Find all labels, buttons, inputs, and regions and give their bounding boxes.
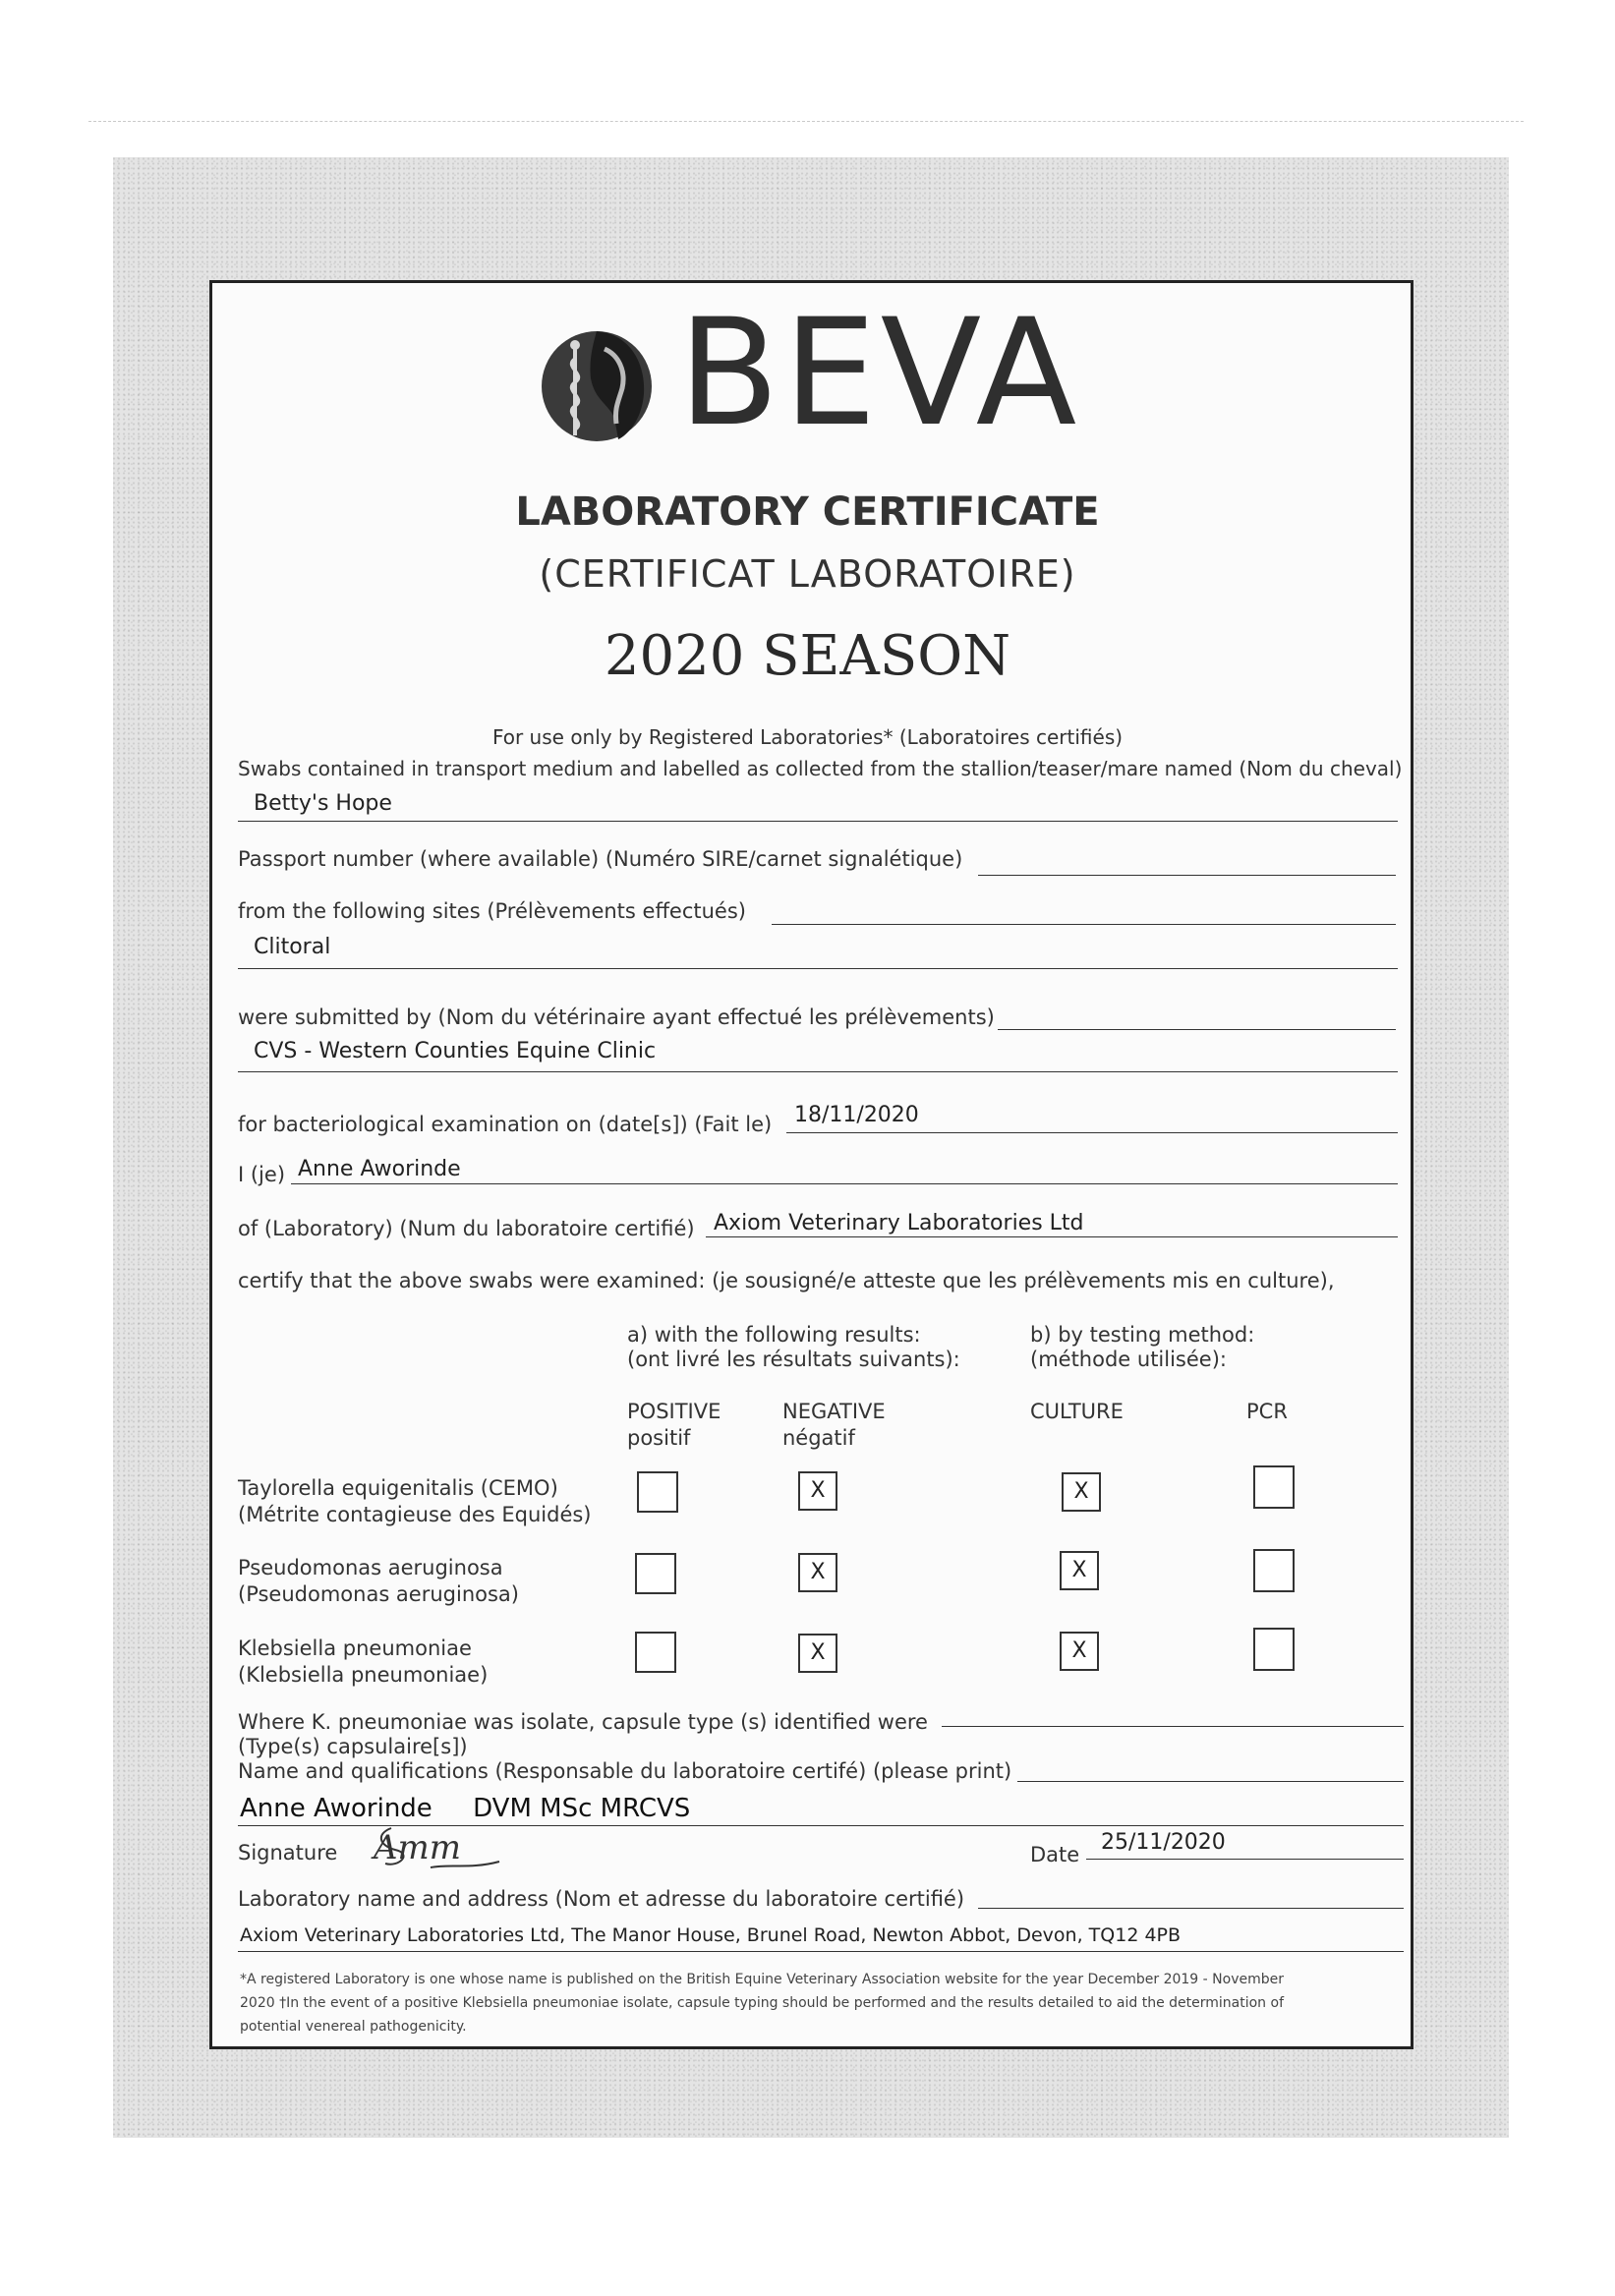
beva-horse-caduceus-icon (536, 310, 654, 457)
laboratory-label: of (Laboratory) (Num du laboratoire certifié) (238, 1217, 695, 1240)
sites-value: Clitoral (254, 935, 331, 959)
intro-line-2: Swabs contained in transport medium and labelled as collected from the stallion/teaser/mare named (Nom du cheval) (238, 757, 1403, 780)
organism-name-fr: (Klebsiella pneumoniae) (238, 1663, 489, 1687)
qualifications-line-1 (1017, 1781, 1404, 1782)
footnote-line-3: potential venereal pathogenicity. (240, 2019, 467, 2035)
checkbox-culture[interactable]: X (1060, 1632, 1099, 1671)
organism-name: Taylorella equigenitalis (CEMO) (238, 1476, 558, 1500)
horse-name-value: Betty's Hope (254, 791, 392, 816)
capsule-type-label: Where K. pneumoniae was isolate, capsule type (s) identified were (238, 1710, 928, 1734)
signature-stroke (372, 1820, 519, 1889)
examiner-line (291, 1183, 1398, 1184)
checkbox-culture[interactable]: X (1062, 1472, 1101, 1512)
exam-date-label: for bacteriological examination on (date[s]) (Fait le) (238, 1113, 773, 1136)
organism-name: Pseudomonas aeruginosa (238, 1556, 503, 1579)
certify-statement: certify that the above swabs were examined: (je sousigné/e atteste que les prélèvements mis en culture), (238, 1269, 1335, 1292)
capsule-type-line (942, 1726, 1404, 1727)
laboratory-line (706, 1236, 1398, 1237)
signature-mark: Amm (374, 1828, 462, 1867)
qualifications-value: Anne Aworinde DVM MSc MRCVS (240, 1794, 691, 1823)
examiner-value: Anne Aworinde (298, 1157, 461, 1181)
results-group-a-line-1: a) with the following results: (627, 1323, 921, 1347)
results-group-b-line-2: (méthode utilisée): (1030, 1348, 1227, 1371)
footnote-line-1: *A registered Laboratory is one whose name is published on the British Equine Veterinary Association website for the year December 2019 - November (240, 1972, 1284, 1987)
results-group-b-line-1: b) by testing method: (1030, 1323, 1255, 1347)
organism-name-fr: (Métrite contagieuse des Equidés) (238, 1503, 592, 1526)
lab-address-value: Axiom Veterinary Laboratories Ltd, The Manor House, Brunel Road, Newton Abbot, Devon, TQ12 4PB (240, 1924, 1182, 1946)
horse-name-line (238, 821, 1398, 822)
checkbox-negative[interactable]: X (798, 1553, 837, 1592)
laboratory-value: Axiom Veterinary Laboratories Ltd (714, 1211, 1084, 1235)
checkbox-pcr[interactable] (1253, 1628, 1295, 1671)
submitted-line-1 (998, 1029, 1396, 1030)
capsule-type-label-fr: (Type(s) capsulaire[s]) (238, 1735, 468, 1758)
footnote-line-2: 2020 †In the event of a positive Klebsiella pneumoniae isolate, capsule typing should be performed and the results detailed to aid the determination of (240, 1995, 1284, 2011)
season-heading: 2020 SEASON (604, 624, 1011, 688)
column-negative: NEGATIVE (782, 1400, 886, 1423)
lab-address-label: Laboratory name and address (Nom et adresse du laboratoire certifié) (238, 1887, 965, 1911)
column-pcr: PCR (1246, 1400, 1288, 1423)
checkbox-pcr[interactable] (1253, 1465, 1295, 1509)
brand-wordmark: BEVA (678, 288, 1081, 459)
lab-address-line-2 (238, 1951, 1404, 1952)
scan-edge-line (88, 121, 1524, 122)
date-label: Date (1030, 1843, 1080, 1866)
lab-address-line-1 (978, 1908, 1404, 1909)
checkbox-positive[interactable] (635, 1553, 676, 1594)
date-line (1086, 1859, 1404, 1860)
passport-label: Passport number (where available) (Numéro SIRE/carnet signalétique) (238, 847, 963, 871)
passport-line (978, 875, 1396, 876)
exam-date-line (786, 1132, 1398, 1133)
certificate-title: LABORATORY CERTIFICATE (515, 489, 1100, 535)
column-culture: CULTURE (1030, 1400, 1124, 1423)
column-positive-fr: positif (627, 1426, 691, 1450)
results-group-a-line-2: (ont livré les résultats suivants): (627, 1348, 960, 1371)
signature-date-value: 25/11/2020 (1101, 1830, 1226, 1855)
intro-line-1: For use only by Registered Laboratories* (Laboratoires certifiés) (491, 725, 1124, 749)
certificate-title-fr: (CERTIFICAT LABORATOIRE) (539, 552, 1076, 596)
checkbox-pcr[interactable] (1253, 1549, 1295, 1592)
sites-line-1 (772, 924, 1396, 925)
column-positive: POSITIVE (627, 1400, 721, 1423)
exam-date-value: 18/11/2020 (794, 1103, 919, 1127)
checkbox-culture[interactable]: X (1060, 1551, 1099, 1590)
checkbox-positive[interactable] (635, 1632, 676, 1673)
submitted-label: were submitted by (Nom du vétérinaire ayant effectué les prélèvements) (238, 1005, 995, 1029)
column-negative-fr: négatif (782, 1426, 855, 1450)
organism-name-fr: (Pseudomonas aeruginosa) (238, 1582, 519, 1606)
examiner-label: I (je) (238, 1163, 286, 1186)
organism-name: Klebsiella pneumoniae (238, 1636, 472, 1660)
checkbox-negative[interactable]: X (798, 1634, 837, 1673)
sites-label: from the following sites (Prélèvements effectués) (238, 899, 746, 923)
qualifications-label: Name and qualifications (Responsable du laboratoire certifé) (please print) (238, 1759, 1012, 1783)
signature-label: Signature (238, 1841, 338, 1865)
checkbox-negative[interactable]: X (798, 1471, 837, 1511)
sites-line-2 (238, 968, 1398, 969)
checkbox-positive[interactable] (637, 1471, 678, 1513)
submitted-line-2 (238, 1071, 1398, 1072)
submitted-value: CVS - Western Counties Equine Clinic (254, 1039, 657, 1063)
